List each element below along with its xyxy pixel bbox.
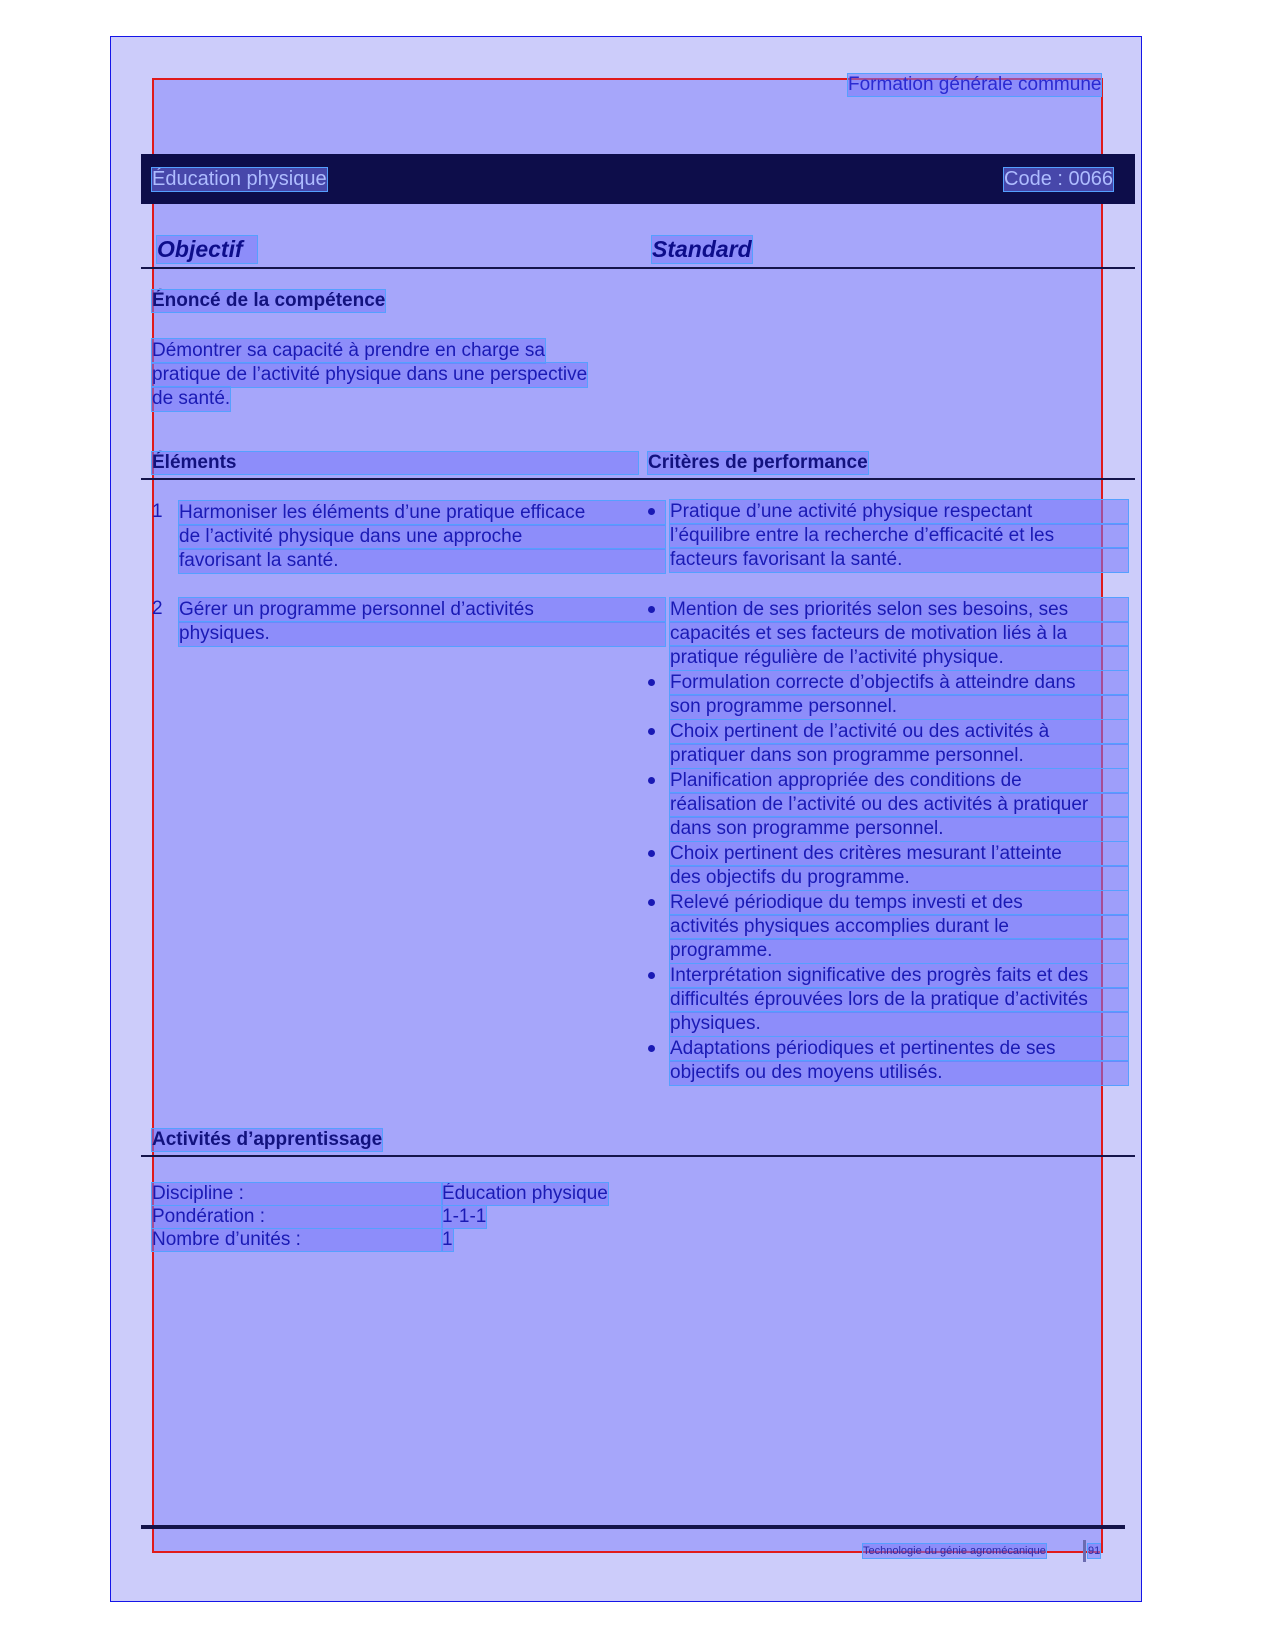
competency-line: Démontrer sa capacité à prendre en charge sa [152,340,545,361]
criterion-line: Choix pertinent des critères mesurant l’atteinte [670,842,1128,866]
element-number: 1 [152,501,163,522]
bullet-icon [648,606,655,613]
element-line: Harmoniser les éléments d’une pratique efficace [179,501,665,525]
criterion-line: réalisation de l’activité ou des activités à pratiquer [670,793,1128,817]
criterion-line: pratique régulière de l’activité physique. [670,646,1128,670]
activities-heading: Activités d’apprentissage [152,1129,383,1150]
divider [141,1155,1135,1157]
discipline-label: Discipline : [152,1183,442,1205]
bullet-icon [648,777,655,784]
standard-heading: Standard [652,236,752,262]
criterion-line: son programme personnel. [670,695,1128,719]
page-number: 91 [1088,1545,1101,1557]
criterion-line: Interprétation significative des progrès faits et des [670,964,1128,988]
bullet-icon [648,1045,655,1052]
element-line: Gérer un programme personnel d’activités [179,598,665,622]
criterion-line: pratiquer dans son programme personnel. [670,744,1128,768]
element-line: de l’activité physique dans une approche [179,525,665,549]
bullet-icon [648,508,655,515]
criteria-heading: Critères de performance [648,452,868,473]
competency-line: de santé. [152,388,231,409]
bullet-icon [648,972,655,979]
units-value: 1 [442,1229,453,1250]
criterion-line: Formulation correcte d’objectifs à atteindre dans [670,671,1128,695]
objective-heading: Objectif [157,236,257,263]
weighting-label: Pondération : [152,1206,442,1228]
criterion-line: difficultés éprouvées lors de la pratique d’activités [670,988,1128,1012]
discipline-value: Éducation physique [442,1183,608,1204]
criterion-line: facteurs favorisant la santé. [670,548,1128,572]
divider [141,478,1135,480]
criterion-line: objectifs ou des moyens utilisés. [670,1061,1128,1085]
criterion-line: Mention de ses priorités selon ses besoins, ses [670,598,1128,622]
program-label: Formation générale commune [848,74,1102,95]
footer-divider [141,1525,1125,1529]
elements-heading: Éléments [152,452,638,474]
criterion-line: Planification appropriée des conditions de [670,769,1128,793]
bullet-icon [648,850,655,857]
element-line: favorisant la santé. [179,549,665,573]
element-line: physiques. [179,622,665,646]
criterion-line: Pratique d’une activité physique respectant [670,500,1128,524]
criterion-line: Adaptations périodiques et pertinentes de ses [670,1037,1128,1061]
competency-line: pratique de l’activité physique dans une perspective [152,364,588,385]
footer-program: Technologie du génie agromécanique [863,1545,1046,1557]
element-number: 2 [152,598,163,619]
criterion-line: dans son programme personnel. [670,817,1128,841]
criterion-line: programme. [670,939,1128,963]
course-title: Éducation physique [152,168,327,190]
divider [141,267,1135,269]
bullet-icon [648,728,655,735]
course-code: Code : 0066 [1004,168,1113,190]
criterion-line: Choix pertinent de l’activité ou des activités à [670,720,1128,744]
bullet-icon [648,899,655,906]
units-label: Nombre d’unités : [152,1229,442,1251]
criterion-line: physiques. [670,1012,1128,1036]
criterion-line: Relevé périodique du temps investi et des [670,891,1128,915]
criterion-line: des objectifs du programme. [670,866,1128,890]
criterion-line: activités physiques accomplies durant le [670,915,1128,939]
bullet-icon [648,679,655,686]
footer-separator [1083,1540,1086,1562]
weighting-value: 1-1-1 [442,1206,487,1227]
competency-heading: Énoncé de la compétence [152,290,386,311]
criterion-line: capacités et ses facteurs de motivation liés à la [670,622,1128,646]
criterion-line: l’équilibre entre la recherche d’efficacité et les [670,524,1128,548]
